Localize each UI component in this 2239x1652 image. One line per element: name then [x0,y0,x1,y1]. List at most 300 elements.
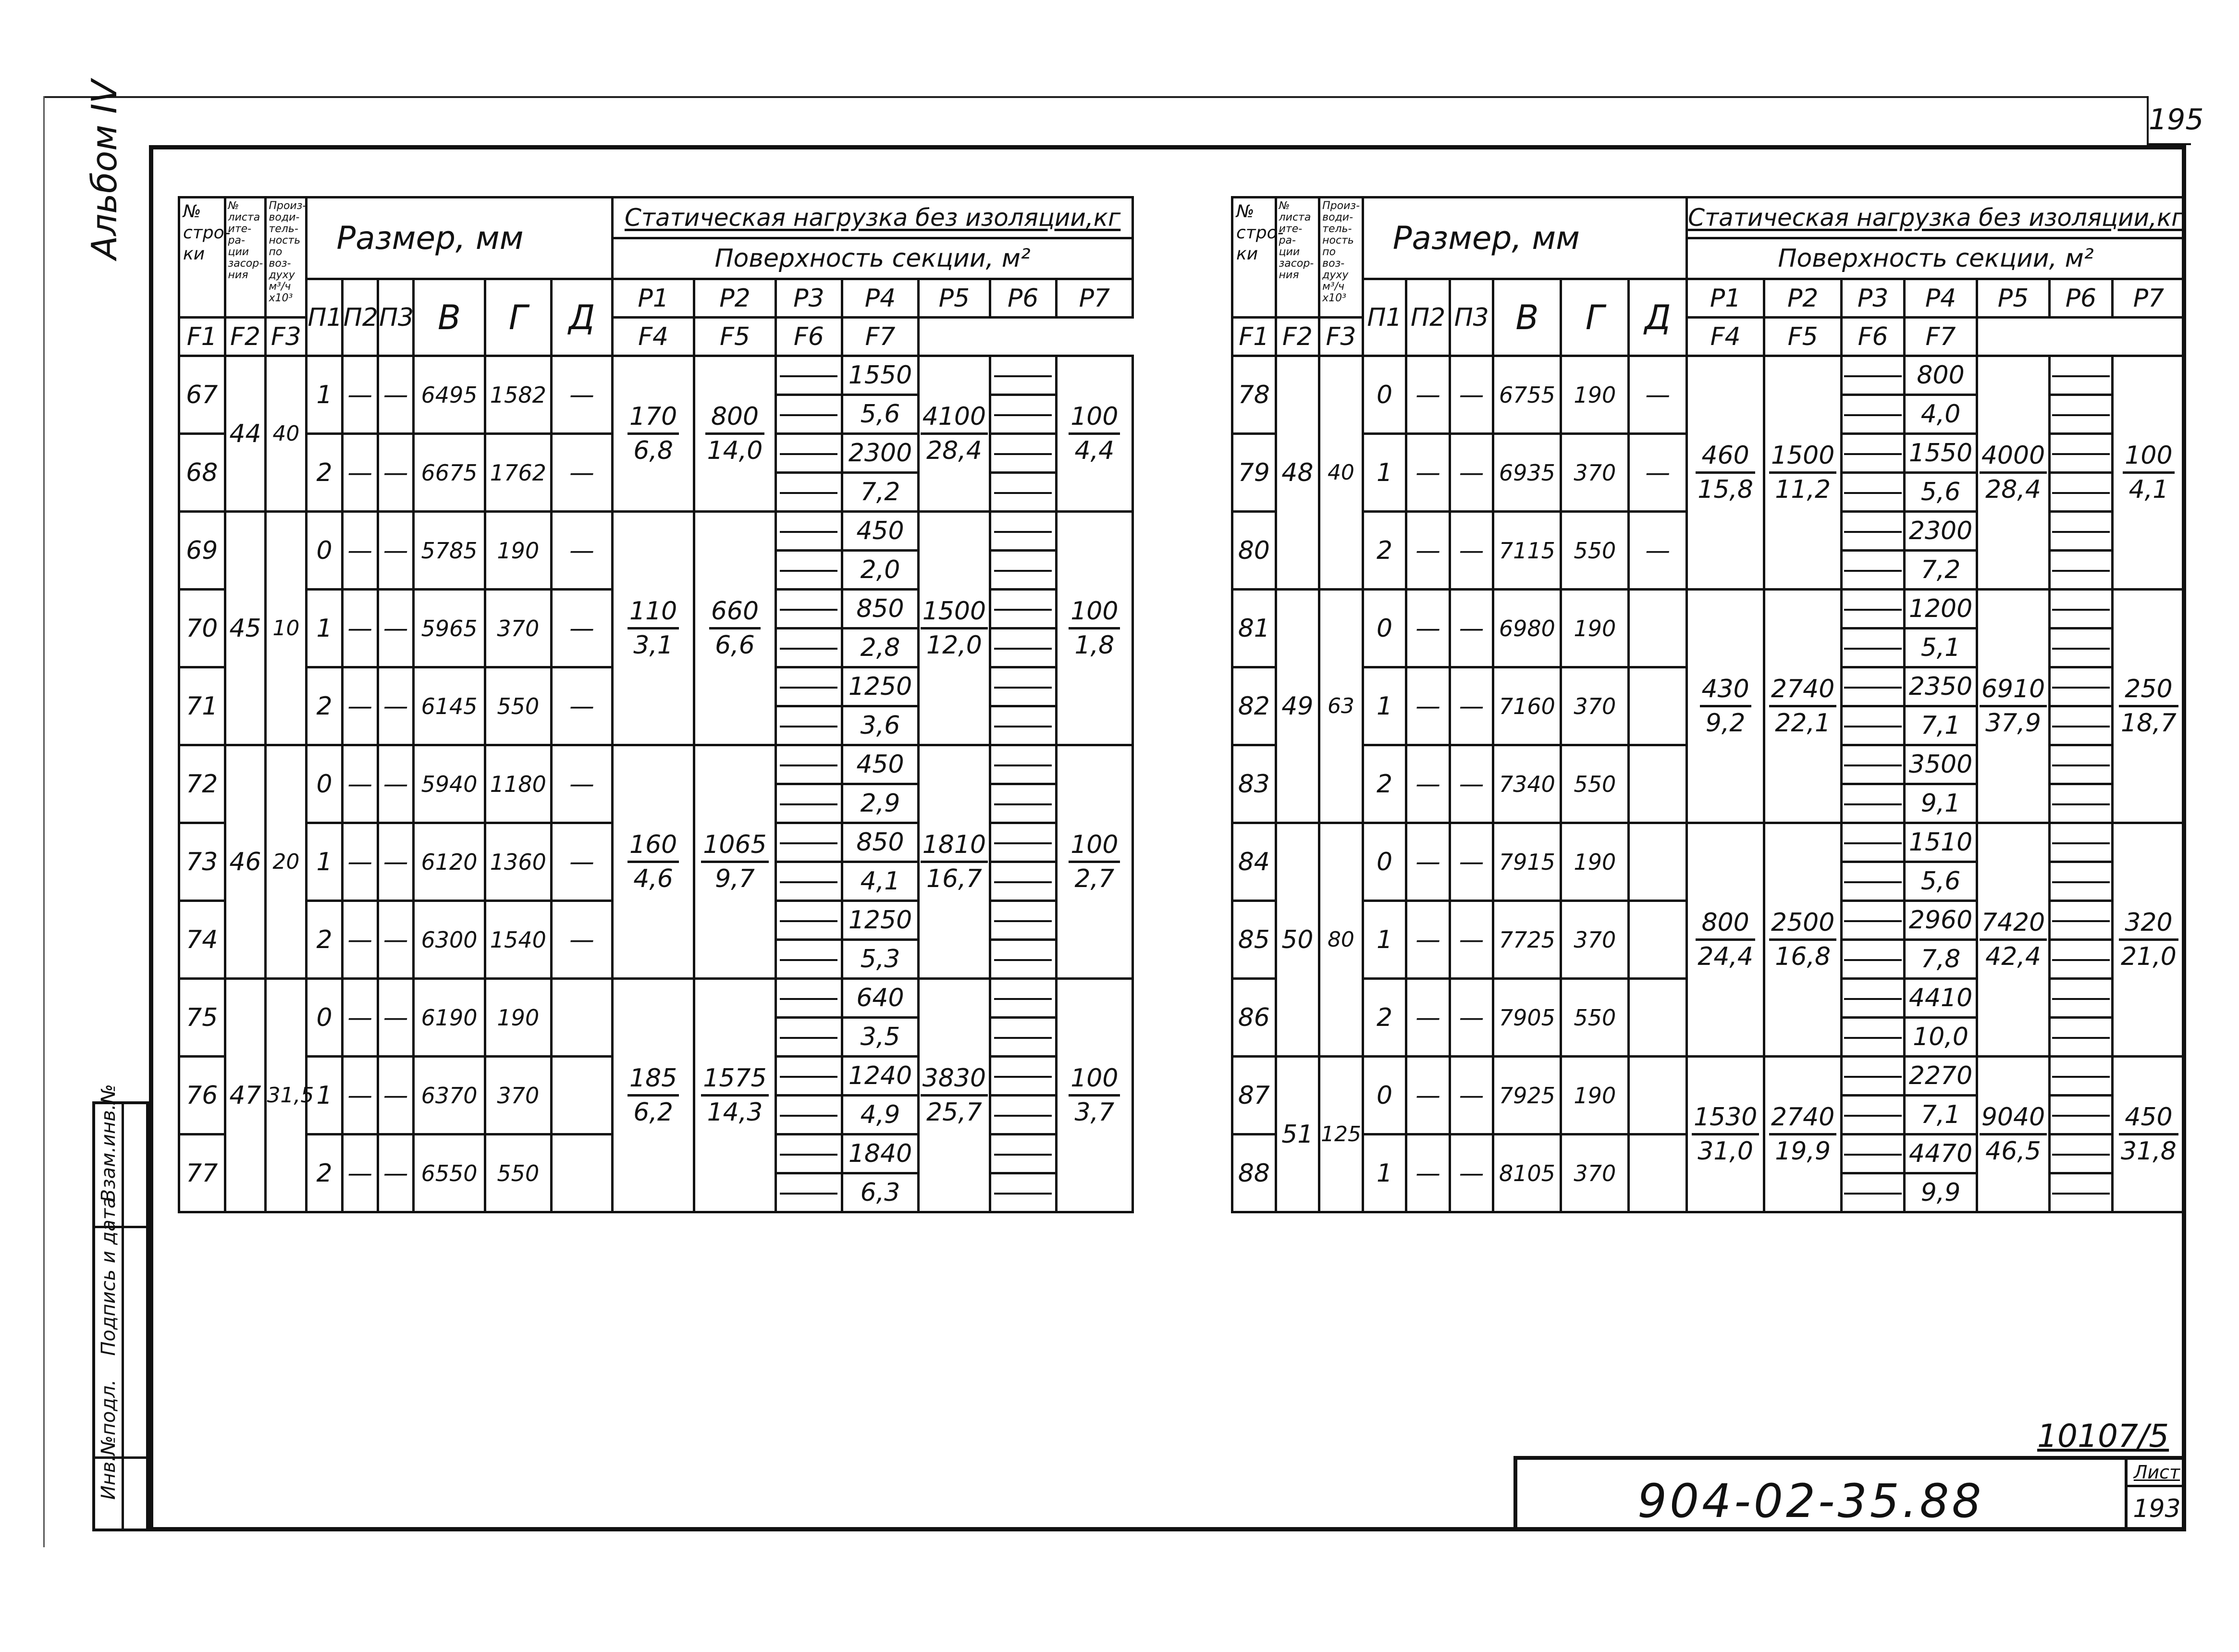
pf2-cell [1764,823,1842,1057]
v-text: 7925 [1499,1082,1555,1109]
dash-mark [994,375,1052,377]
perf-cell [1319,356,1363,590]
v-cell [1493,356,1561,434]
p2-cell [342,1134,378,1212]
pf2-area: 11,2 [1775,475,1831,504]
hdr-p3-text: P3 [793,284,824,313]
p4-value: 4410 [1906,980,1976,1019]
list-box [2125,1460,2186,1531]
pf7 [1069,401,1120,467]
row-number-text: 79 [1238,458,1270,487]
p2-text: — [347,614,373,643]
pf2-value: 2500 [1769,907,1836,941]
dash-mark [1844,609,1902,611]
pf5-value: 4000 [1980,440,2047,474]
row-number-text: 83 [1238,769,1270,799]
p3-cell [378,745,413,823]
p2-cell [1406,667,1450,745]
hdr-f1 [1232,318,1276,356]
dash-mark [994,687,1052,689]
hdr-p2-text: P2 [719,284,750,313]
hdr-size-col-3 [378,279,413,356]
p2-cell [1406,823,1450,901]
dash-mark [994,1076,1052,1078]
hdr-p6-text: P6 [1007,284,1039,313]
p3-dash-top [777,980,841,1019]
p1-text: 1 [316,847,332,876]
pf1 [1696,907,1755,973]
p2-cell [1406,590,1450,667]
v-cell [414,979,485,1057]
pf5-area: 42,4 [1985,942,2041,971]
pf1 [627,1062,679,1128]
p1-cell [307,590,342,667]
p1-text: 1 [316,380,332,409]
row-number-text: 86 [1238,1003,1270,1032]
row-number-text: 82 [1238,691,1270,721]
v-cell [1493,590,1561,667]
pf4-cell [842,356,918,434]
p3-cell [1450,512,1493,590]
pf7-value: 100 [1069,595,1120,629]
p1-text: 2 [316,1159,332,1188]
p6-dash-top [2051,435,2111,474]
vzam-inv-label: Взам.инв.№ [97,1084,120,1202]
pf4-cell [1905,1134,1977,1212]
p6-dash-cell [2050,590,2113,667]
pf1-cell [1687,356,1764,590]
p3-cell [378,1057,413,1134]
d-text: — [1645,536,1671,565]
sheet-cell [225,512,266,745]
pf5-value: 1500 [921,595,988,629]
d-cell [551,667,612,745]
pf1-area: 15,8 [1698,475,1754,504]
v-cell [1493,667,1561,745]
p3-dash-cell [1842,434,1905,512]
p2-text: — [347,380,373,409]
pf7-area: 3,7 [1074,1098,1115,1127]
v-cell [414,356,485,434]
p6-dash-cell [990,356,1056,434]
g-cell [485,512,551,590]
hdr-p7 [2112,279,2185,318]
table-row [1232,590,2185,667]
p3-cell [1450,434,1493,512]
g-text: 190 [497,537,540,564]
pf4-cell [842,1134,918,1212]
hdr-f6-text: F6 [793,322,824,351]
p6-dash-cell [2050,745,2113,823]
sheet-text: 51 [1281,1120,1314,1149]
row-number [179,1057,225,1134]
perf-cell [266,745,307,979]
pf1-area: 6,2 [633,1098,673,1127]
pf2-value: 2740 [1769,673,1836,707]
p6-dash-cell [2050,356,2113,434]
pf1-value: 170 [627,401,679,435]
hdr-f6-text: F6 [1858,322,1888,351]
pf7-area: 4,1 [2128,475,2169,504]
pf5-area: 16,7 [926,864,982,893]
pf4-cell [1905,356,1977,434]
hdr-size [1363,197,1686,279]
pf5-value: 9040 [1980,1101,2047,1135]
p6-dash-top [2051,902,2111,941]
pf2-area: 14,3 [707,1098,763,1127]
g-cell [485,356,551,434]
p6-dash-bottom [991,785,1055,822]
hdr-sheet-no [225,197,266,318]
hdr-f2 [225,318,266,356]
p1-cell [307,901,342,979]
p6-dash-bottom [991,1174,1055,1211]
f4-value: 9,1 [1920,789,1961,818]
hdr-row-no-text: № стро-ки [183,202,231,264]
p6-dash-bottom [2051,474,2111,510]
pf7-cell [1056,512,1132,745]
hdr-f4-text: F4 [1710,322,1741,351]
pf7-cell [1056,356,1132,512]
g-text: 370 [1574,926,1616,953]
f4-value: 9,9 [1920,1178,1961,1207]
p6-dash-bottom [2051,941,2111,977]
hdr-p1-text: P1 [1710,284,1741,313]
pf7-value: 320 [2119,907,2178,941]
v-cell [414,1134,485,1212]
dash-mark [1844,1154,1902,1156]
dash-mark [994,764,1052,766]
v-cell [414,823,485,901]
d-text: — [569,691,595,721]
table-row [1232,356,2185,434]
hdr-f4 [613,318,694,356]
p6-dash-bottom [2051,785,2111,822]
g-cell [485,434,551,512]
p6-dash-bottom [991,1097,1055,1133]
g-text: 370 [1574,693,1616,719]
hdr-static-load [613,197,1133,238]
v-text: 6145 [421,693,478,719]
side-stamp [92,1084,149,1531]
hdr-f2 [1276,318,1319,356]
p4-value: 1250 [843,668,917,707]
hdr-size-col-3-text: П3 [1454,303,1489,332]
pf5-value: 4100 [921,401,988,435]
pf2-area: 22,1 [1775,709,1831,738]
pf1 [627,829,679,895]
dash-mark [994,609,1052,611]
p3-dash-top [1843,746,1903,785]
row-number [179,979,225,1057]
p6-dash-cell [990,512,1056,590]
p6-dash-top [2051,513,2111,552]
p1-cell [1363,667,1406,745]
row-number [1232,979,1276,1057]
hdr-sheet-no [1276,197,1319,318]
p3-cell [1450,979,1493,1057]
pf7-area: 31,8 [2121,1137,2177,1166]
p3-text: — [383,691,408,721]
p6-dash-bottom [991,552,1055,588]
row-number-text: 72 [186,769,218,799]
p1-cell [307,745,342,823]
pf5-area: 25,7 [926,1098,982,1127]
p3-dash-bottom [777,552,841,588]
pf5 [1980,440,2047,505]
p6-dash-cell [990,1057,1056,1134]
v-cell [414,1057,485,1134]
g-text: 1180 [490,771,546,797]
hdr-surface-text: Поверхность секции, м² [1778,244,2094,273]
dash-mark [780,881,837,883]
p3-dash-bottom [777,941,841,977]
p3-dash-top [777,668,841,707]
v-cell [1493,434,1561,512]
f4-value: 7,2 [1920,555,1961,584]
hdr-p7 [1056,279,1132,318]
pf4-cell [842,901,918,979]
perf-cell [266,512,307,745]
d-cell [551,356,612,434]
v-cell [1493,1134,1561,1212]
pf1-value: 430 [1700,673,1751,707]
hdr-size-col-5 [485,279,551,356]
p6-dash-top [2051,1135,2111,1174]
dash-mark [1844,1115,1902,1117]
p3-dash-cell [775,356,842,434]
p4-value: 850 [843,591,917,629]
g-text: 370 [1574,459,1616,486]
pf7-cell [2112,356,2185,590]
p3-cell [378,434,413,512]
hdr-p4-text: P4 [864,284,896,313]
p3-text: — [383,614,408,643]
hdr-size-col-1-text: П1 [308,303,343,332]
dash-mark [780,764,837,766]
pf1-value: 185 [627,1062,679,1097]
g-text: 1360 [490,849,546,875]
p6-dash-top [991,357,1055,396]
pf7 [1069,1062,1120,1128]
pf4-cell [842,1057,918,1134]
hdr-static-load-text: Статическая нагрузка без изоляции,кг [1688,204,2184,232]
v-cell [1493,745,1561,823]
dash-mark [994,998,1052,1000]
dash-mark [2052,920,2110,922]
p6-dash-bottom [991,474,1055,510]
pf5 [921,1062,988,1128]
g-cell [1561,512,1629,590]
pf5 [1980,907,2047,973]
p3-dash-bottom [777,629,841,666]
f4-value: 5,1 [1920,633,1961,662]
hdr-size-col-6 [1629,279,1687,356]
p3-text: — [1459,691,1484,721]
d-cell [551,434,612,512]
d-cell [1629,434,1687,512]
dash-mark [2052,1115,2110,1117]
dash-mark [994,842,1052,844]
p1-cell [1363,901,1406,979]
dash-mark [2052,687,2110,689]
p2-cell [342,823,378,901]
p3-dash-bottom [1843,629,1903,666]
hdr-size-col-4 [1493,279,1561,356]
pf2 [1769,673,1836,739]
hdr-p2 [694,279,776,318]
row-number-text: 76 [186,1081,218,1110]
dash-mark [2052,764,2110,766]
p2-text: — [1415,614,1441,643]
p3-text: — [1459,1159,1484,1188]
pf2-cell [694,356,776,512]
hdr-p2-text: P2 [1787,284,1819,313]
dash-mark [1844,570,1902,572]
g-cell [485,1134,551,1212]
p6-dash-bottom [991,707,1055,744]
p6-dash-cell [2050,667,2113,745]
pf2-value: 800 [705,401,765,435]
p3-dash-cell [1842,356,1905,434]
pf2 [1769,440,1836,505]
dash-mark [1844,1037,1902,1039]
f4-value: 2,9 [860,789,900,818]
p4-value: 1510 [1906,824,1976,863]
v-text: 6675 [421,459,478,486]
dash-mark [2052,842,2110,844]
p6-dash-cell [990,1134,1056,1212]
d-cell [551,745,612,823]
p3-dash-bottom [1843,863,1903,900]
pf7-value: 450 [2119,1101,2178,1135]
p2-text: — [1415,1003,1441,1032]
hdr-f3-text: F3 [1326,322,1356,351]
pf1-cell [613,745,694,979]
perf-text: 40 [1327,460,1354,485]
perf-text: 125 [1320,1122,1361,1147]
dash-mark [994,1154,1052,1156]
pf5 [1980,673,2047,739]
v-text: 6190 [421,1004,478,1031]
pf1-area: 9,2 [1705,709,1746,738]
table-row [1232,1057,2185,1134]
g-text: 370 [497,615,540,641]
p6-dash-bottom [2051,1019,2111,1055]
p1-cell [1363,745,1406,823]
hdr-surface [613,238,1133,279]
d-cell [1629,356,1687,434]
dash-mark [2052,1037,2110,1039]
hdr-size-col-6-text: Д [1644,297,1671,337]
p3-dash-cell [775,434,842,512]
sheet-text: 47 [229,1081,261,1110]
g-text: 190 [1574,1082,1616,1109]
v-text: 7115 [1499,537,1555,564]
pf7 [2119,1101,2178,1167]
hdr-size-col-3 [1450,279,1493,356]
dash-mark [1844,375,1902,377]
p3-dash-bottom [777,785,841,822]
dash-mark [1844,764,1902,766]
hdr-p3-text: P3 [1857,284,1889,313]
d-cell [1629,979,1687,1057]
p6-dash-top [991,435,1055,474]
p3-dash-bottom [777,396,841,432]
g-cell [485,745,551,823]
pf5-cell [1977,823,2050,1057]
f4-value: 5,3 [860,945,900,974]
sheet-text: 45 [229,614,261,643]
pf5-value: 7420 [1980,907,2047,941]
p3-dash-top [1843,980,1903,1019]
p1-text: 2 [1376,536,1393,565]
p2-text: — [1415,847,1441,876]
p6-dash-top [991,824,1055,863]
p2-text: — [347,1003,373,1032]
pf5-value: 6910 [1980,673,2047,707]
perf-text: 63 [1327,694,1354,718]
pf2 [705,401,765,467]
f4-value: 6,3 [860,1178,900,1207]
pf1 [627,595,679,661]
g-cell [1561,356,1629,434]
p3-text: — [1459,925,1484,954]
pf5-cell [919,512,990,745]
p3-dash-top [1843,902,1903,941]
p3-dash-bottom [1843,474,1903,510]
p3-dash-cell [775,590,842,667]
document-code: 904-02-35.88 [1637,1474,1984,1528]
dash-mark [780,842,837,844]
f4-value: 3,6 [860,711,900,740]
hdr-f4-text: F4 [638,322,669,351]
p6-dash-cell [2050,901,2113,979]
pf7-area: 2,7 [1074,864,1115,893]
dash-mark [780,726,837,727]
f4-value: 7,1 [1920,711,1961,740]
p1-text: 1 [1376,458,1393,487]
p3-dash-bottom [777,863,841,900]
p4-value: 1550 [1906,435,1976,474]
p3-dash-top [1843,591,1903,629]
f4-value: 4,1 [860,867,900,896]
row-number-text: 85 [1238,925,1270,954]
dash-mark [994,920,1052,922]
row-number [1232,745,1276,823]
pf2-area: 19,9 [1775,1137,1831,1166]
p3-dash-bottom [1843,1097,1903,1133]
hdr-p1 [613,279,694,318]
d-cell [551,1057,612,1134]
pf1-area: 3,1 [633,631,673,660]
pf5-area: 28,4 [926,436,982,465]
hdr-f7-text: F7 [1925,322,1956,351]
v-text: 7725 [1499,926,1555,953]
hdr-size-text: Размер, мм [336,220,524,257]
p1-cell [307,356,342,434]
v-text: 6755 [1499,382,1555,408]
p3-dash-cell [775,667,842,745]
perf-cell [266,356,307,512]
p1-text: 1 [316,1081,332,1110]
p3-dash-cell [1842,590,1905,667]
d-text: — [569,847,595,876]
p1-text: 2 [316,691,332,721]
p6-dash-top [991,1058,1055,1097]
v-cell [414,901,485,979]
hdr-f2-text: F2 [230,322,260,351]
